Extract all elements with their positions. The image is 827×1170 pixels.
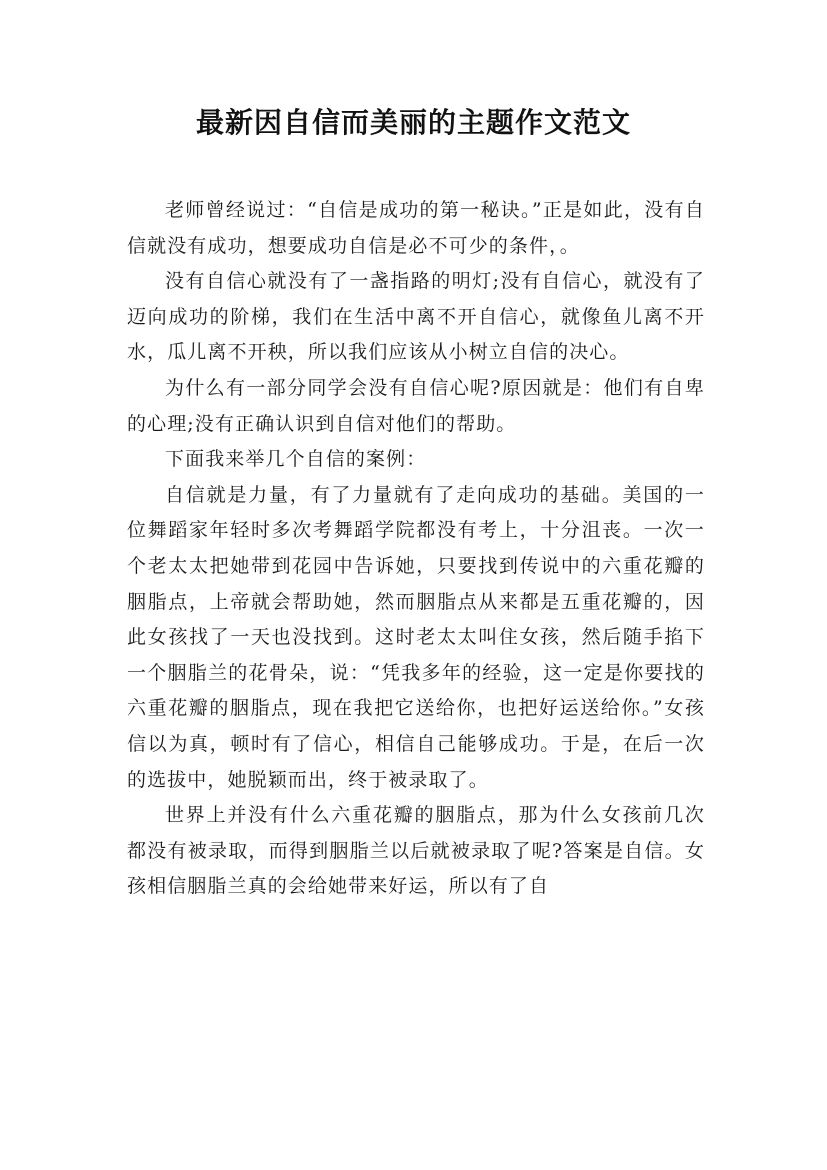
paragraph-5: 自信就是力量，有了力量就有了走向成功的基础。美国的一位舞蹈家年轻时多次考舞蹈学院都没有考上，十分沮丧。一次一个老太太把她带到花园中告诉她，只要找到传说中的六重花瓣的胭脂点，上帝就会帮助她，然而胭脂点从来都是五重花瓣的，因此女孩找了一天也没找到。这时老太太叫住女孩，然后随手掐下一个胭脂兰的花骨朵，说：“凭我多年的经验，这一定是你要找的六重花瓣的胭脂点，现在我把它送给你，也把好运送给你。”女孩信以为真，顿时有了信心，相信自己能够成功。于是，在后一次的选拔中，她脱颖而出，终于被录取了。 [127,483,705,791]
paragraph-2: 没有自信心就没有了一盏指路的明灯;没有自信心，就没有了迈向成功的阶梯，我们在生活中离不开自信心，就像鱼儿离不开水，瓜儿离不开秧，所以我们应该从小树立自信的决心。 [127,270,705,364]
paragraph-1: 老师曾经说过：“自信是成功的第一秘诀。”正是如此，没有自信就没有成功，想要成功自信是必不可少的条件，。 [127,199,705,257]
document-body [127,193,705,905]
paragraph-3: 为什么有一部分同学会没有自信心呢?原因就是：他们有自卑的心理;没有正确认识到自信对他们的帮助。 [127,376,705,435]
paragraph-6: 世界上并没有什么六重花瓣的胭脂点，那为什么女孩前几次都没有被录取，而得到胭脂兰以后就被录取了呢?答案是自信。女孩相信胭脂兰真的会给她带来好运，所以有了自 [127,804,705,898]
document-title: 最新因自信而美丽的主题作文范文 [195,106,631,139]
paragraph-4: 下面我来举几个自信的案例： [165,448,427,471]
